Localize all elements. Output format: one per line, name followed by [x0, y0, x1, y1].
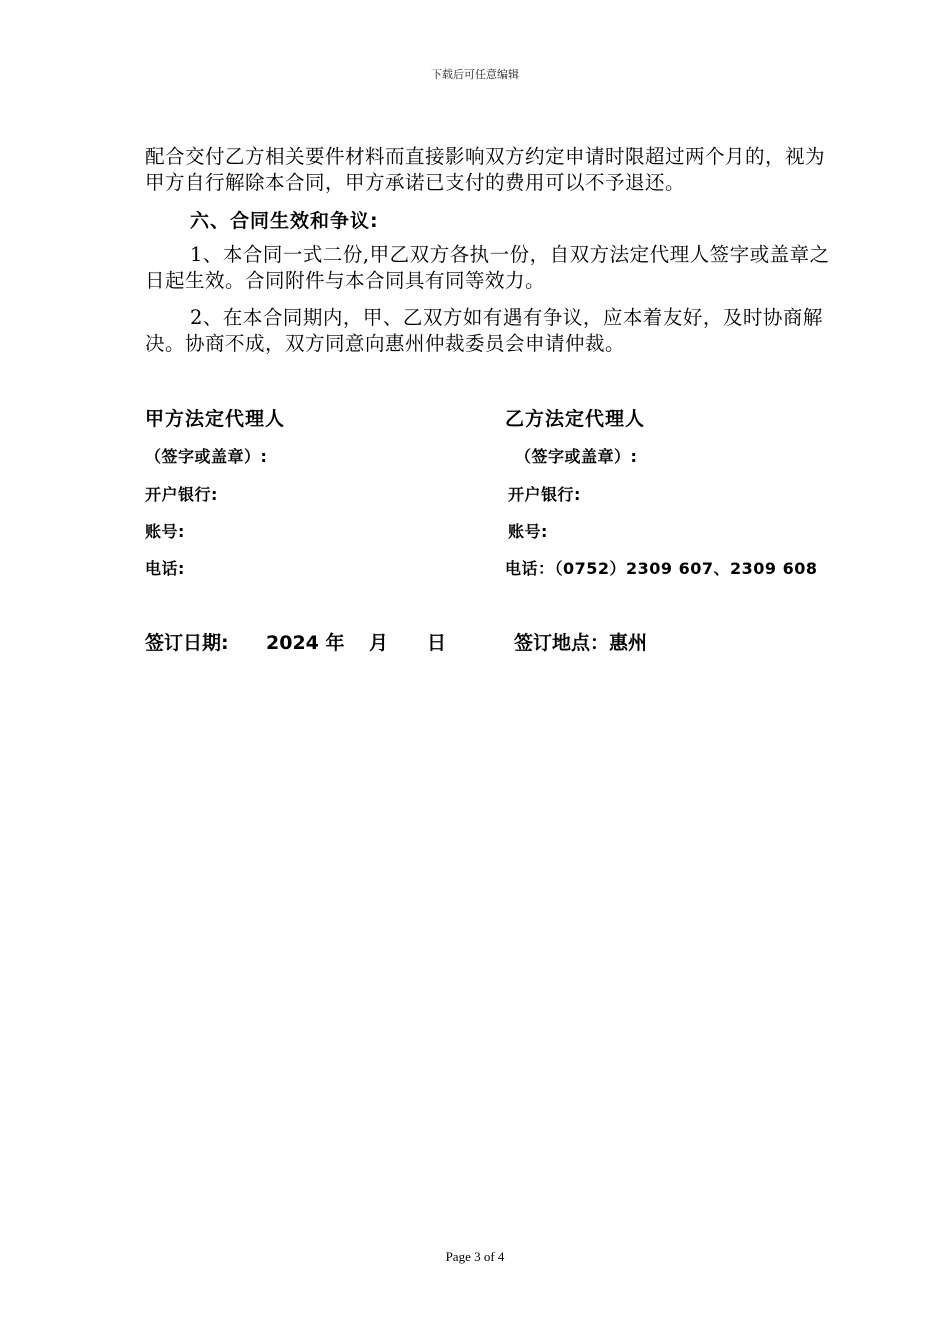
section-title-effect-and-disputes: 六、合同生效和争议:	[190, 210, 379, 232]
party-b-sign-label: （签字或盖章）:	[515, 447, 638, 466]
signing-date-label: 签订日期:	[145, 632, 229, 654]
paragraph-termination: 配合交付乙方相关要件材料而直接影响双方约定申请时限超过两个月的，视为甲方自行解除本合同，甲方承诺已支付的费用可以不予退还。	[145, 145, 826, 194]
party-b-account-label: 账号:	[508, 522, 548, 541]
party-a-phone-label: 电话:	[145, 559, 185, 578]
signing-month: 月	[369, 632, 389, 654]
page-header: 下载后可任意编辑	[431, 68, 519, 81]
party-a-account-label: 账号:	[145, 522, 185, 541]
party-b-phone-label: 电话：（0752）2309 607、2309 608	[505, 559, 818, 578]
signing-day: 日	[427, 632, 447, 654]
party-b-bank-label: 开户银行:	[508, 485, 581, 504]
party-a-title: 甲方法定代理人	[145, 408, 286, 430]
party-a-bank-label: 开户银行:	[145, 485, 218, 504]
party-a-sign-label: （签字或盖章）:	[145, 447, 268, 466]
page-number: Page 3 of 4	[445, 1249, 505, 1264]
paragraph-dispute-resolution: 2、在本合同期内，甲、乙双方如有遇有争议，应本着友好，及时协商解决。协商不成，双方同意向惠州仲裁委员会申请仲裁。	[145, 306, 823, 355]
signing-place: 签订地点：惠州	[514, 632, 648, 654]
paragraph-contract-effect: 1、本合同一式二份,甲乙双方各执一份，自双方法定代理人签字或盖章之日起生效。合同附件与本合同具有同等效力。	[145, 243, 830, 292]
signing-year: 2024 年	[266, 632, 345, 654]
party-b-title: 乙方法定代理人	[505, 408, 646, 430]
